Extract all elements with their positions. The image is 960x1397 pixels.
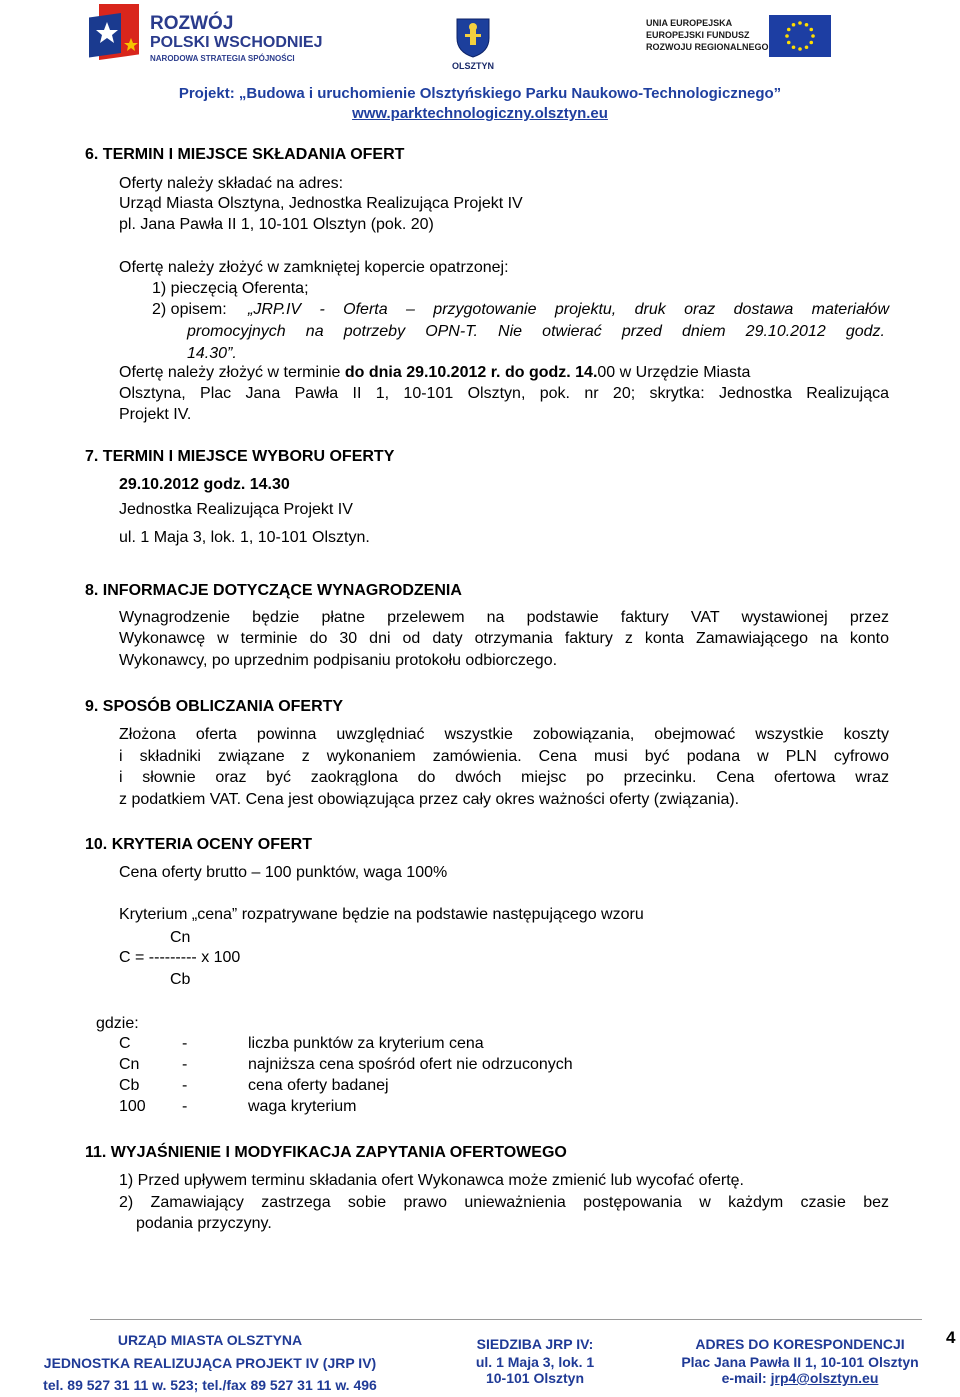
legend-symbol: Cb — [119, 1077, 140, 1094]
eu-star-icon — [792, 45, 796, 49]
legend-description: cena oferty badanej — [248, 1077, 389, 1094]
formula-equation: C = --------- x 100 — [119, 949, 241, 966]
page-number: 4 — [946, 1328, 956, 1347]
s6-envelope-text: Ofertę należy złożyć w zamkniętej kopercie opatrzonej: — [119, 259, 509, 276]
legend-symbol: C — [119, 1035, 131, 1052]
eu-star-icon — [792, 23, 796, 27]
eu-star-icon — [798, 21, 802, 25]
footer-org-line: URZĄD MIASTA OLSZTYNA — [117, 1332, 303, 1348]
logo-left-line1: ROZWÓJ — [150, 13, 234, 34]
footer-divider — [90, 1319, 922, 1320]
eu-star-icon — [787, 28, 791, 32]
footer-org-line: tel. 89 527 31 11 w. 523; tel./fax 89 527 31 11 w. 496 — [43, 1377, 377, 1393]
project-line: Projekt: „Budowa i uruchomienie Olsztyńskiego Parku Naukowo-Technologicznego” — [178, 85, 782, 102]
section-6-heading: 6. TERMIN I MIEJSCE SKŁADANIA OFERT — [85, 146, 405, 163]
legend-description: waga kryterium — [248, 1098, 357, 1115]
s11-point-1: 1) Przed upływem terminu składania ofert Wykonawca może zmienić lub wycofać ofertę. — [119, 1172, 744, 1189]
legend-description: najniższa cena spośród ofert nie odrzuconych — [248, 1056, 573, 1073]
eu-star-icon — [809, 28, 813, 32]
s9-paragraph-line: Złożona oferta powinna uwzględniać wszystkie zobowiązania, obejmować wszystkie koszty — [119, 726, 889, 743]
s6-item-2-line1: „JRP.IV - Oferta – przygotowanie projektu, druk oraz dostawa materiałów — [248, 301, 889, 318]
legend-dash: - — [182, 1077, 188, 1094]
olsztyn-coat-of-arms-icon — [456, 18, 490, 58]
formula-denominator: Cb — [170, 971, 191, 988]
formula-numerator: Cn — [170, 929, 191, 946]
footer-correspondence-address: Plac Jana Pawła II 1, 10-101 Olsztyn — [681, 1354, 919, 1370]
s10-criterion-line: Kryterium „cena” rozpatrywane będzie na podstawie następującego wzoru — [119, 906, 644, 923]
legend-dash: - — [182, 1098, 188, 1115]
legend-description: liczba punktów za kryterium cena — [248, 1035, 484, 1052]
logo-right-line2: EUROPEJSKI FUNDUSZ — [646, 30, 750, 40]
section-10-heading: 10. KRYTERIA OCENY OFERT — [85, 836, 312, 853]
s8-paragraph-line: Wykonawcy, po uprzednim podpisaniu protokołu odbiorczego. — [119, 652, 558, 669]
s6-deadline-line1: Ofertę należy złożyć w terminie do dnia 29.10.2012 r. do godz. 14.00 w Urzędzie Miasta — [119, 364, 751, 381]
logo-right-line3: ROZWOJU REGIONALNEGO — [646, 42, 769, 52]
eu-star-icon — [811, 34, 815, 38]
s7-date: 29.10.2012 godz. 14.30 — [119, 476, 290, 493]
footer-office-line: 10-101 Olsztyn — [485, 1370, 585, 1386]
section-9-heading: 9. SPOSÓB OBLICZANIA OFERTY — [85, 698, 344, 715]
s7-place-line2: ul. 1 Maja 3, lok. 1, 10-101 Olsztyn. — [119, 529, 370, 546]
footer-office-line: ul. 1 Maja 3, lok. 1 — [475, 1354, 595, 1370]
logo-right-line1: UNIA EUROPEJSKA — [646, 18, 733, 28]
s6-item-2-line3: 14.30”. — [187, 345, 237, 362]
section-7-heading: 7. TERMIN I MIEJSCE WYBORU OFERTY — [85, 448, 395, 465]
section-8-heading: 8. INFORMACJE DOTYCZĄCE WYNAGRODZENIA — [85, 582, 462, 599]
s11-point-2-line2: podania przyczyny. — [136, 1215, 272, 1232]
footer-org-line: JEDNOSTKA REALIZUJĄCA PROJEKT IV (JRP IV) — [43, 1355, 377, 1371]
section-11-heading: 11. WYJAŚNIENIE I MODYFIKACJA ZAPYTANIA OFERTOWEGO — [85, 1144, 567, 1161]
footer-email-link[interactable]: jrp4@olsztyn.eu — [770, 1370, 879, 1386]
s8-paragraph-line: Wynagrodzenie będzie płatne przelewem na podstawie faktury VAT wystawionej przez — [119, 609, 889, 626]
s6-item-1: 1) pieczęcią Oferenta; — [152, 280, 309, 297]
s7-place-line1: Jednostka Realizująca Projekt IV — [119, 501, 353, 518]
s6-deadline-line2: Olsztyna, Plac Jana Pawła II 1, 10-101 Olsztyn, pok. nr 20; skrytka: Jednostka Realizująca — [119, 385, 889, 402]
eu-flag-icon — [769, 15, 831, 57]
eu-star-icon — [787, 41, 791, 45]
s9-paragraph-line: i słownie oraz być zaokrąglona do dwóch miejsc po przecinku. Cena ofertowa wraz — [119, 769, 889, 786]
s6-address-line: pl. Jana Pawła II 1, 10-101 Olsztyn (pok. 20) — [119, 216, 434, 233]
legend-dash: - — [182, 1035, 188, 1052]
eu-star-icon — [798, 47, 802, 51]
s11-point-2-line1: 2) Zamawiający zastrzega sobie prawo unieważnienia postępowania w każdym czasie bez — [119, 1194, 889, 1211]
eu-star-icon — [785, 34, 789, 38]
eu-star-icon — [809, 41, 813, 45]
project-website[interactable]: www.parktechnologiczny.olsztyn.eu — [352, 105, 608, 122]
s10-price-line: Cena oferty brutto – 100 punktów, waga 100% — [119, 864, 448, 881]
legend-dash: - — [182, 1056, 188, 1073]
s6-address-line: Urząd Miasta Olsztyna, Jednostka Realizująca Projekt IV — [119, 195, 523, 212]
legend-symbol: 100 — [119, 1098, 146, 1115]
eu-star-icon — [805, 23, 809, 27]
footer-email-line: e-mail: jrp4@olsztyn.eu — [721, 1370, 879, 1386]
legend-where-label: gdzie: — [96, 1015, 139, 1032]
legend-symbol: Cn — [119, 1056, 140, 1073]
eu-star-icon — [805, 45, 809, 49]
s6-item-2-line2: promocyjnych na potrzeby OPN-T. Nie otwierać przed dniem 29.10.2012 godz. — [187, 323, 885, 340]
s6-deadline-line3: Projekt IV. — [119, 406, 192, 423]
s6-address-line: Oferty należy składać na adres: — [119, 175, 344, 192]
logo-center-name: OLSZTYN — [452, 61, 494, 71]
rpw-flag-icon — [85, 4, 147, 66]
footer-correspondence-title: ADRES DO KORESPONDENCJI — [695, 1336, 905, 1352]
logo-left-line2: POLSKI WSCHODNIEJ — [150, 34, 323, 51]
logo-left-line3: NARODOWA STRATEGIA SPÓJNOŚCI — [150, 54, 295, 63]
s6-item-2-prefix: 2) opisem: — [152, 301, 227, 318]
s9-paragraph-line: i składniki związane z wykonaniem zamówienia. Cena musi być podana w PLN cyfrowo — [119, 748, 889, 765]
footer-office-line: SIEDZIBA JRP IV: — [476, 1336, 594, 1352]
s8-paragraph-line: Wykonawcę w terminie do 30 dni od daty otrzymania faktury z konta Zamawiającego na konto — [119, 630, 889, 647]
s9-paragraph-line: z podatkiem VAT. Cena jest obowiązująca przez cały okres ważności oferty (związania). — [119, 791, 740, 808]
